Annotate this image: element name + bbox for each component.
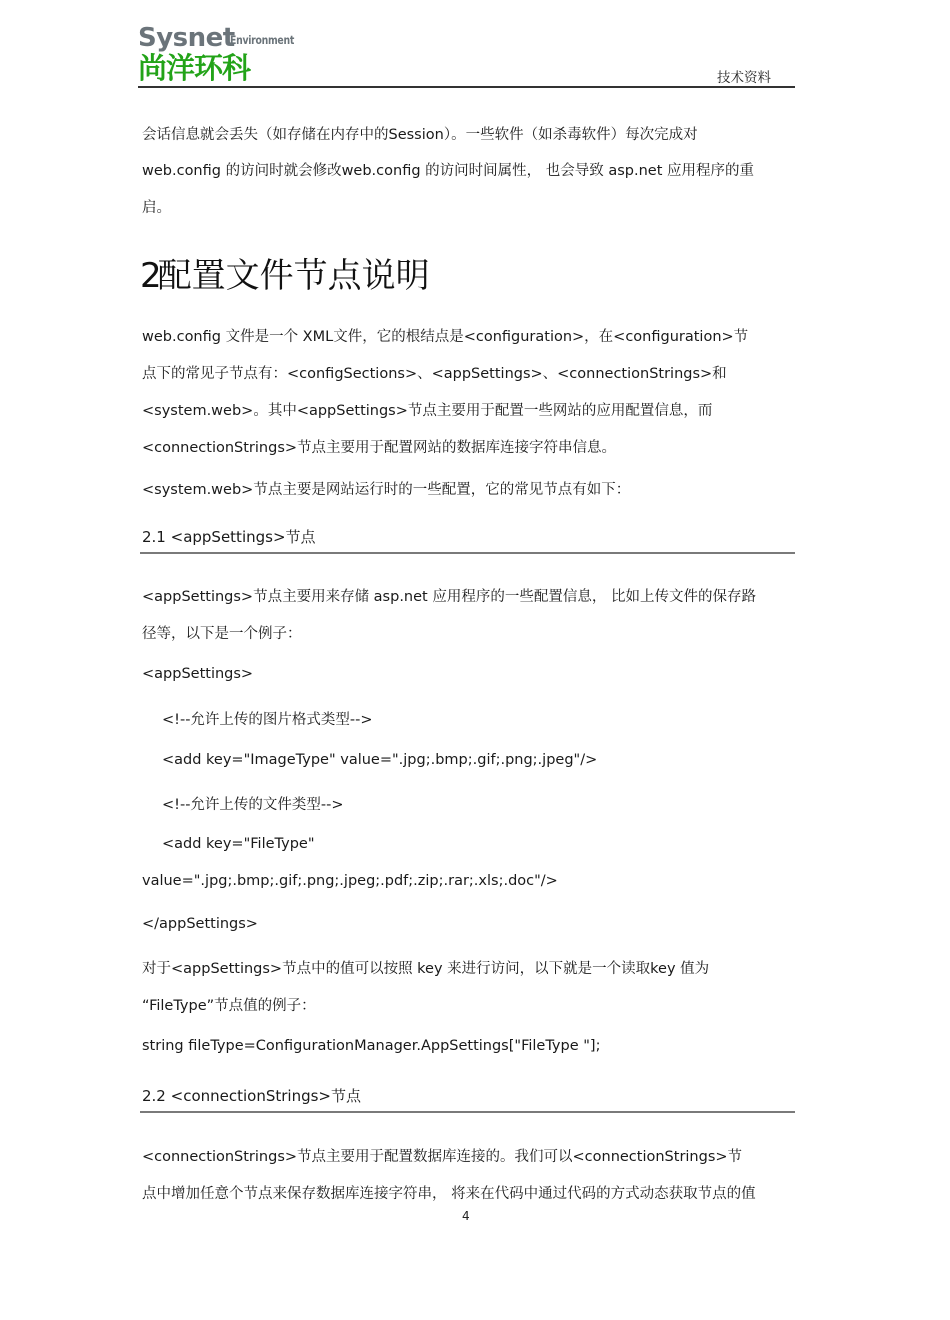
paragraph-line: <system.web>。其中<appSettings>节点主要用于配置一些网站的应用配置信息，而 (142, 403, 713, 419)
logo-brand-cn: 尚洋环科 (138, 51, 251, 85)
paragraph-line: “FileType”节点值的例子： (142, 998, 316, 1014)
paragraph-line: 点中增加任意个节点来保存数据库连接字符串， 将来在代码中通过代码的方式动态获取节点的值 (142, 1186, 756, 1202)
code-comment: <!--允许上传的图片格式类型--> (162, 712, 373, 728)
logo-brand-en: Sysnet (138, 23, 235, 53)
paragraph-line: 点下的常见子节点有：<configSections>、<appSettings>、<connectionStrings>和 (142, 366, 727, 382)
code-line: string fileType=ConfigurationManager.AppSettings["FileType "]; (142, 1038, 601, 1054)
section-title: 配置文件节点说明 (157, 256, 430, 296)
logo-brand-en-sub: Environment (230, 33, 295, 47)
paragraph-line: <system.web>节点主要是网站运行时的一些配置，它的常见节点有如下： (142, 482, 631, 498)
subsection-divider (140, 1111, 795, 1113)
code-line: </appSettings> (142, 916, 258, 932)
subsection-heading: 2.1 <appSettings>节点 (142, 528, 316, 546)
paragraph-line: 径等，以下是一个例子： (142, 626, 302, 642)
header-label: 技术资料 (717, 70, 771, 86)
code-line: <add key="ImageType" value=".jpg;.bmp;.gif;.png;.jpeg"/> (162, 752, 598, 768)
paragraph-line: <connectionStrings>节点主要用于配置网站的数据库连接字符串信息。 (142, 440, 617, 456)
code-line: <add key="FileType" (162, 836, 315, 852)
subsection-divider (140, 552, 795, 554)
section-number: 2 (140, 256, 162, 296)
paragraph-line: 对于<appSettings>节点中的值可以按照 key 来进行访问，以下就是一个读取key 值为 (142, 961, 710, 977)
paragraph-line: <connectionStrings>节点主要用于配置数据库连接的。我们可以<connectionStrings>节 (142, 1149, 743, 1165)
code-comment: <!--允许上传的文件类型--> (162, 797, 344, 813)
intro-line: 会话信息就会丢失（如存储在内存中的Session）。一些软件（如杀毒软件）每次完成对 (142, 127, 698, 143)
paragraph-line: <appSettings>节点主要用来存储 asp.net 应用程序的一些配置信息， 比如上传文件的保存路 (142, 589, 756, 605)
intro-line: web.config 的访问时就会修改web.config 的访问时间属性， 也会导致 asp.net 应用程序的重 (142, 163, 755, 179)
paragraph-line: web.config 文件是一个 XML文件，它的根结点是<configuration>，在<configuration>节 (142, 329, 749, 345)
code-line: value=".jpg;.bmp;.gif;.png;.jpeg;.pdf;.zip;.rar;.xls;.doc"/> (142, 873, 558, 889)
intro-line: 启。 (142, 200, 171, 216)
section-heading (140, 248, 430, 297)
header-divider (138, 86, 795, 88)
company-logo (138, 24, 308, 88)
page-number: 4 (462, 1209, 470, 1223)
code-line: <appSettings> (142, 666, 254, 682)
subsection-heading: 2.2 <connectionStrings>节点 (142, 1087, 361, 1105)
